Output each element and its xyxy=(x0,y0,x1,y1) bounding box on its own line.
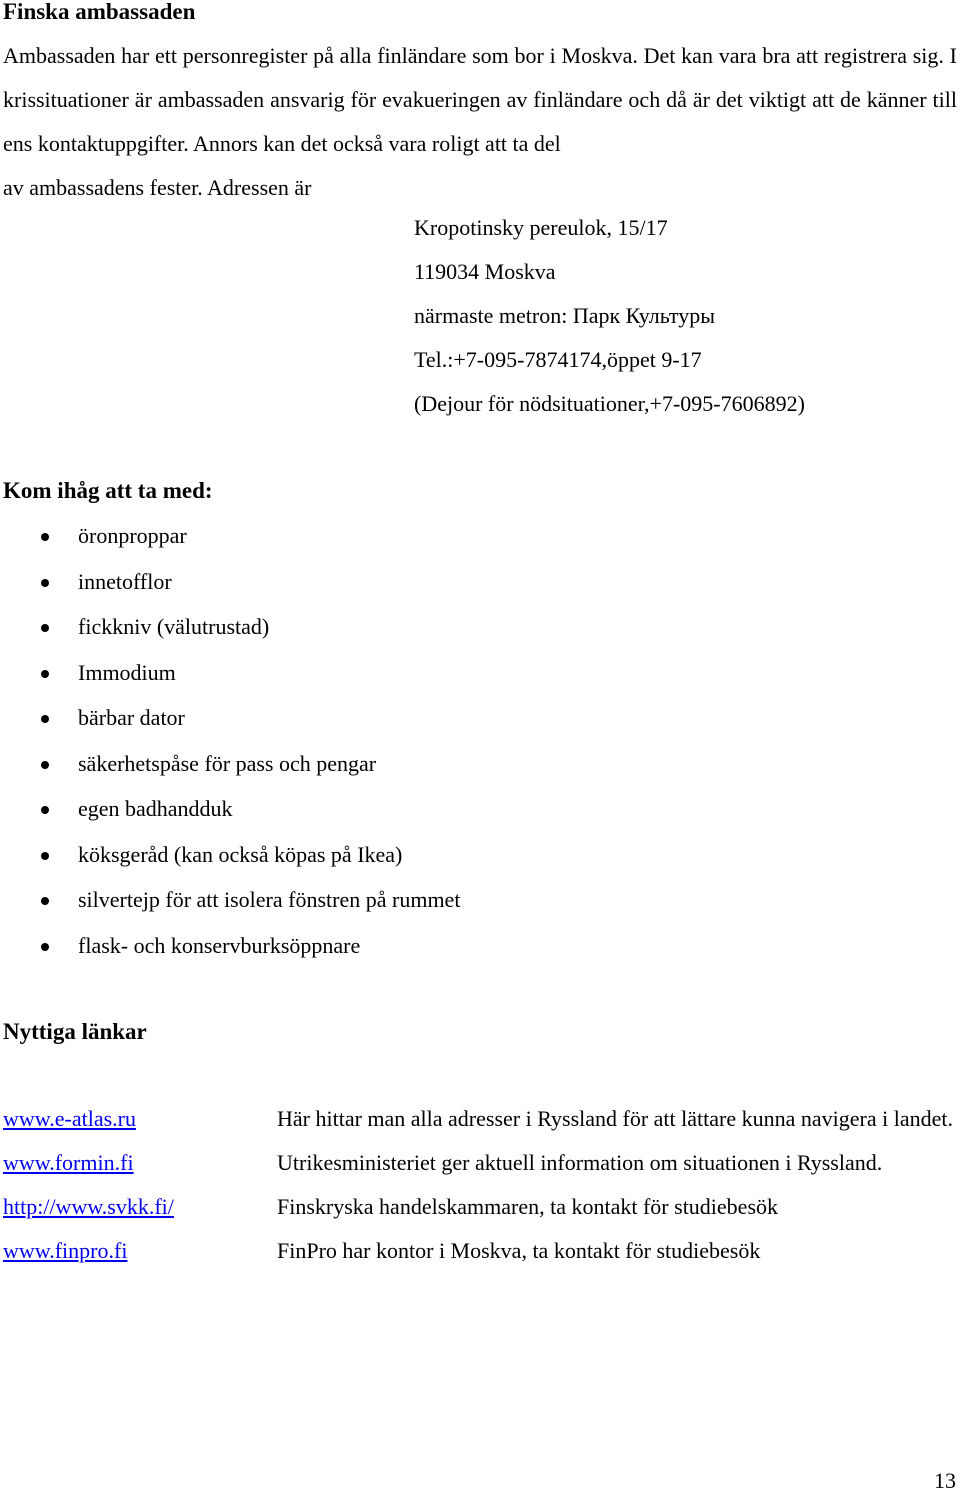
link-description: Utrikesministeriet ger aktuell information om situationen i Ryssland. xyxy=(277,1150,883,1175)
link-row xyxy=(0,1097,960,1141)
embassy-address xyxy=(414,206,805,426)
embassy-paragraph-body: Ambassaden har ett personregister på alla finländare som bor i Moskva. Det kan vara bra att registrera sig. I krissituationer är ambassaden ansvarig för evakueringen av finländare och då är det viktigt att de känner till ens kontaktuppgifter. Annors kan det också vara roligt att ta del xyxy=(3,43,957,156)
address-street: Kropotinsky pereulok, 15/17 xyxy=(414,215,668,240)
link-row xyxy=(0,1229,960,1273)
link-row xyxy=(0,1141,960,1185)
bullet-icon xyxy=(41,579,49,587)
embassy-paragraph-last-line: av ambassadens fester. Adressen är xyxy=(3,175,312,200)
link-formin[interactable]: www.formin.fi xyxy=(3,1150,134,1175)
link-e-atlas[interactable]: www.e-atlas.ru xyxy=(3,1106,136,1131)
embassy-paragraph xyxy=(3,34,957,210)
address-metro: närmaste metron: Парк Культуры xyxy=(414,303,716,328)
bullet-icon xyxy=(41,670,49,678)
link-description: Här hittar man alla adresser i Ryssland för att lättare kunna navigera i landet. xyxy=(277,1106,953,1131)
bullet-icon xyxy=(41,715,49,723)
bullet-icon xyxy=(41,897,49,905)
address-phone: Tel.:+7-095-7874174,öppet 9-17 xyxy=(414,347,702,372)
link-finpro[interactable]: www.finpro.fi xyxy=(3,1238,128,1263)
bullet-icon xyxy=(41,806,49,814)
page-number: 13 xyxy=(934,1468,956,1493)
address-postal: 119034 Moskva xyxy=(414,259,556,284)
bullet-icon xyxy=(41,943,49,951)
bullet-icon xyxy=(41,533,49,541)
link-description: FinPro har kontor i Moskva, ta kontakt för studiebesök xyxy=(277,1238,761,1263)
remember-heading: Kom ihåg att ta med: xyxy=(3,478,213,503)
embassy-heading: Finska ambassaden xyxy=(3,0,196,24)
links-heading: Nyttiga länkar xyxy=(3,1019,147,1044)
bullet-icon xyxy=(41,852,49,860)
bullet-icon xyxy=(41,624,49,632)
link-description: Finskryska handelskammaren, ta kontakt för studiebesök xyxy=(277,1194,779,1219)
bullet-icon xyxy=(41,761,49,769)
link-svkk[interactable]: http://www.svkk.fi/ xyxy=(3,1194,174,1219)
links-table xyxy=(0,1097,960,1273)
document-page: Finska ambassaden Ambassaden har ett personregister på alla finländare som bor i Moskva. Det kan vara bra att registrera sig. I krissituationer är ambassaden ansvarig för evakueringen av finländare och då är det viktigt att de känner till ens kontaktuppgifter. Annors kan det också vara roligt att ta del av ambassadens fester. Adressen är Kropotinsky pereulok, 15/17 119034 Moskva närmaste metron: Парк Культуры Tel.:+7-095-7874174,öppet 9-17 (Dejour för nödsituationer,+7-095-7606892) Kom ihåg att ta med: öronproppar innetofflor fickkniv (välutrustad) Immodium bärbar dator säkerhetspåse för pass och pengar egen badhandduk köksgeråd (kan också köpas på Ikea) silvertejp för att isolera fönstren på rummet flask- och konservburksöppnare Nyttiga länkar www.e-atlas.ru Här hittar man alla adresser i Ryssland för att lättare kunna navigera i landet. www.formin.fi Utrikesministeriet ger aktuell information om situationen i Ryssland. http://www.svkk.fi/ Finskryska handelskammaren, ta kontakt för studiebesök www.finpro.fi FinPro har kontor i Moskva, ta kontakt för studiebesök 13 xyxy=(0,0,960,1494)
address-emergency: (Dejour för nödsituationer,+7-095-7606892) xyxy=(414,391,805,416)
link-row xyxy=(0,1185,960,1229)
